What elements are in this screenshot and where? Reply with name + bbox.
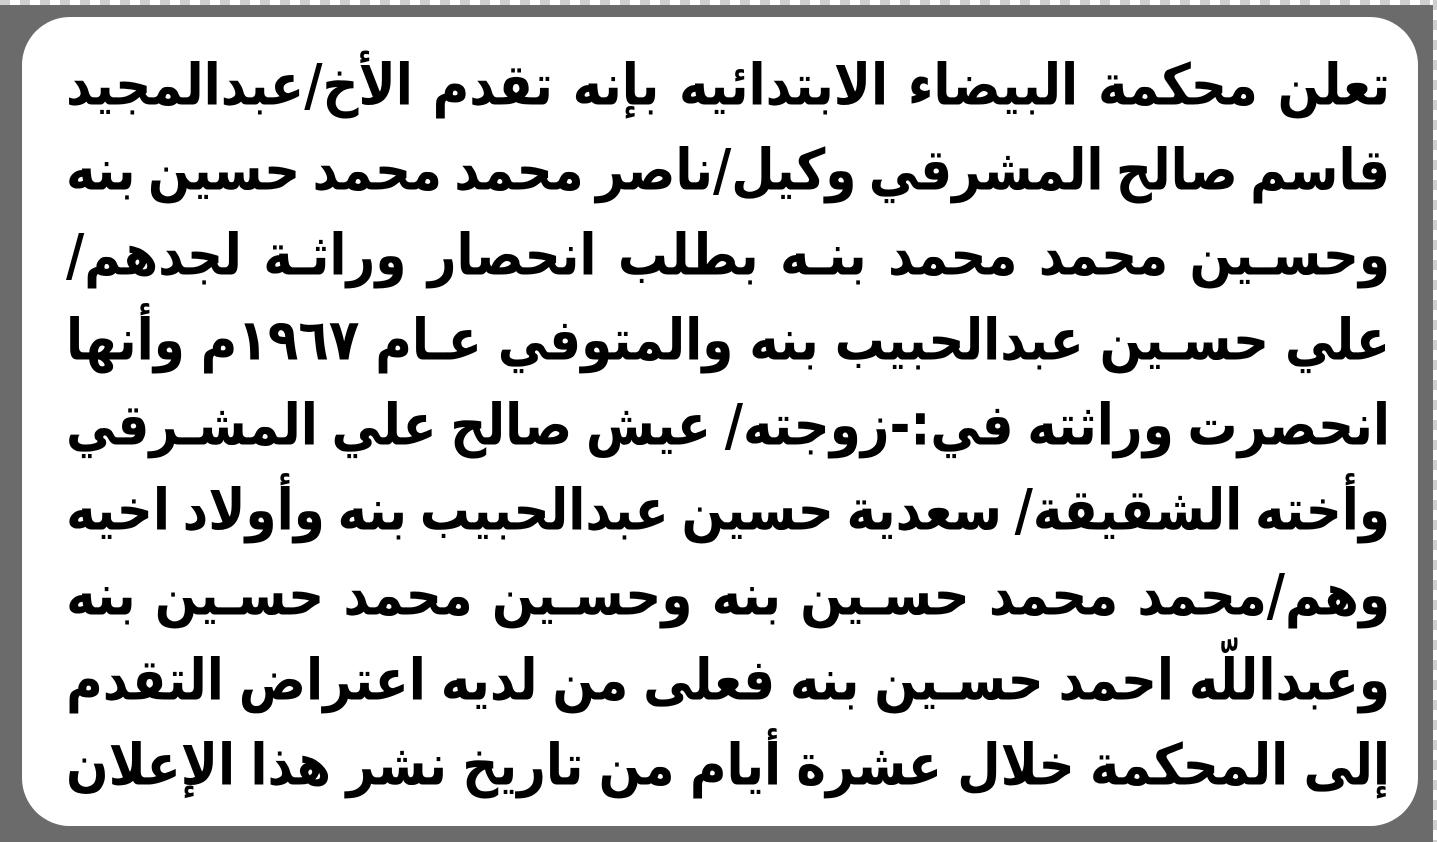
notice-word: في:-زوجته/ bbox=[724, 391, 1014, 458]
notice-word: حسـين bbox=[154, 561, 325, 628]
notice-word: محمد bbox=[312, 136, 442, 203]
notice-card bbox=[22, 17, 1418, 826]
notice-word: محمد bbox=[454, 136, 584, 203]
notice-word: بنه bbox=[337, 476, 408, 543]
notice-word: التقدم bbox=[66, 646, 224, 713]
notice-word: انحصار bbox=[427, 221, 597, 288]
notice-line bbox=[66, 461, 1390, 558]
notice-word: إلى bbox=[1303, 731, 1390, 798]
notice-word: من bbox=[552, 646, 629, 713]
notice-word: وأولاد bbox=[182, 476, 325, 543]
notice-word: وراثـة bbox=[263, 221, 407, 288]
notice-word: تعلن bbox=[1277, 51, 1390, 118]
notice-word: عيش bbox=[585, 391, 712, 458]
notice-word: وراثته bbox=[1027, 391, 1174, 458]
notice-word: قاسم bbox=[1250, 136, 1390, 203]
notice-word: من bbox=[598, 731, 675, 798]
notice-word: بإنه bbox=[572, 51, 660, 118]
notice-word: صالح bbox=[1115, 136, 1238, 203]
notice-word: لجدهم/ bbox=[66, 221, 242, 288]
notice-word: احمد bbox=[1058, 646, 1175, 713]
notice-word: اخيه bbox=[66, 476, 170, 543]
notice-word: بنه bbox=[789, 646, 860, 713]
notice-word: الأخ/عبدالمجيد bbox=[66, 51, 413, 118]
notice-word: عبدالحبيب bbox=[419, 476, 669, 543]
notice-word: والمتوفي bbox=[497, 306, 734, 373]
notice-line bbox=[66, 291, 1390, 388]
notice-word: وحسـين bbox=[1189, 221, 1390, 288]
notice-word: وعبداللّه bbox=[1188, 646, 1390, 713]
notice-word: نشر bbox=[346, 731, 448, 798]
notice-text-block bbox=[66, 42, 1390, 807]
notice-word: خلال bbox=[957, 731, 1075, 798]
notice-word: محكمة bbox=[1097, 51, 1258, 118]
notice-word: عبدالحبيب bbox=[834, 306, 1084, 373]
notice-word: تقدم bbox=[432, 51, 553, 118]
notice-word: بنه bbox=[711, 561, 782, 628]
notice-word: بنه bbox=[66, 136, 136, 203]
notice-word: حسـين bbox=[1099, 306, 1269, 373]
transparency-checker-top bbox=[0, 0, 1437, 5]
notice-word: محمد bbox=[988, 561, 1119, 628]
notice-word: وهم/محمد bbox=[1137, 561, 1390, 628]
notice-word: المشرقي bbox=[868, 136, 1104, 203]
notice-word: انحصرت bbox=[1187, 391, 1390, 458]
notice-line bbox=[66, 631, 1390, 728]
notice-line bbox=[66, 206, 1390, 303]
notice-word: المحكمة bbox=[1089, 731, 1289, 798]
notice-word: عـام bbox=[375, 306, 482, 373]
notice-word: سعدية bbox=[846, 476, 1002, 543]
notice-word: اعتراض bbox=[238, 646, 426, 713]
notice-word: هذا bbox=[250, 731, 332, 798]
notice-word: محمد bbox=[343, 561, 473, 628]
notice-word: البيضاء bbox=[907, 51, 1079, 118]
notice-word: بنه bbox=[66, 561, 136, 628]
notice-word: علي bbox=[331, 391, 437, 458]
notice-word: صالح bbox=[450, 391, 573, 458]
notice-word: بطلب bbox=[617, 221, 759, 288]
notice-word: حسين bbox=[147, 136, 301, 203]
notice-word: فعلى bbox=[643, 646, 776, 713]
notice-word: الابتدائيه bbox=[679, 51, 889, 118]
notice-word: علي bbox=[1284, 306, 1390, 373]
notice-line bbox=[66, 376, 1390, 473]
notice-line bbox=[66, 36, 1390, 133]
notice-word: وحسـين bbox=[491, 561, 693, 628]
notice-line bbox=[66, 716, 1390, 813]
notice-word: لديه bbox=[440, 646, 538, 713]
notice-word: محمد bbox=[888, 221, 1018, 288]
notice-word: المشـرقي bbox=[66, 391, 318, 458]
notice-word: بنـه bbox=[780, 221, 867, 288]
notice-word: بنه bbox=[749, 306, 819, 373]
notice-word: وكيل/ناصر bbox=[596, 136, 857, 203]
notice-word: ١٩٦٧م bbox=[200, 306, 360, 373]
notice-line bbox=[66, 546, 1390, 643]
notice-word: الإعلان bbox=[66, 731, 236, 798]
notice-word: حسـين bbox=[874, 646, 1044, 713]
notice-word: عشرة bbox=[796, 731, 943, 798]
notice-line bbox=[66, 121, 1390, 218]
notice-word: حسين bbox=[681, 476, 834, 543]
notice-word: أيام bbox=[689, 731, 782, 798]
notice-word: الشقيقة/ bbox=[1014, 476, 1243, 543]
notice-word: وأنها bbox=[66, 306, 185, 373]
transparency-checker-right bbox=[1433, 0, 1437, 842]
notice-word: حسـين bbox=[800, 561, 970, 628]
notice-word: محمد bbox=[1038, 221, 1169, 288]
notice-word: تاريخ bbox=[462, 731, 584, 798]
notice-word: وأخته bbox=[1255, 476, 1390, 543]
